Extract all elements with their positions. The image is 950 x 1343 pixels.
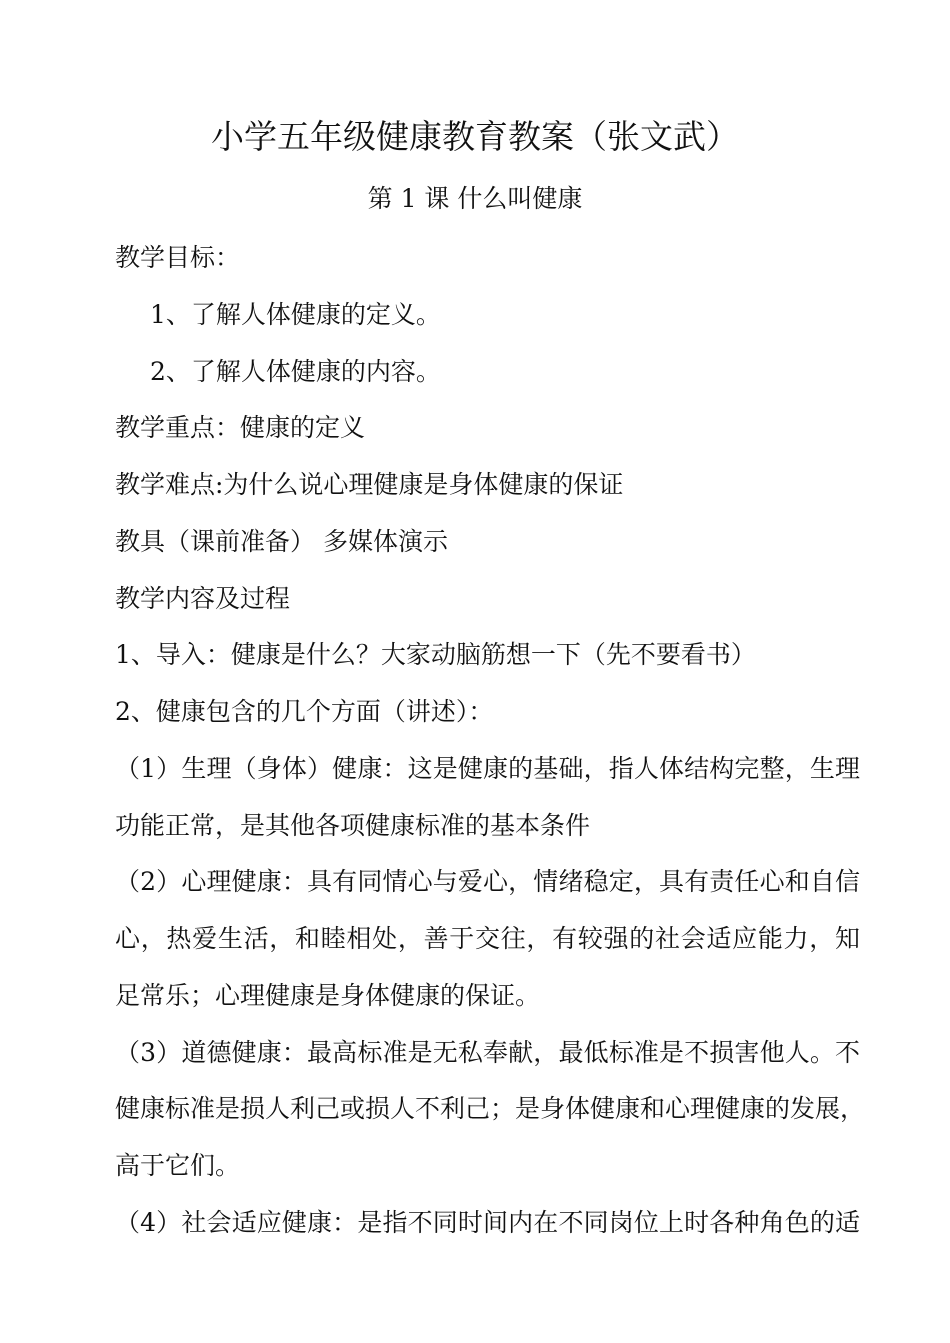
key-point: 教学重点：健康的定义 [115,413,366,442]
paragraph-line: （1）生理（身体）健康：这是健康的基础，指人体结构完整，生理 [115,754,860,783]
document-title: 小学五年级健康教育教案（张文武） [211,117,739,156]
lesson-title: 第 1 课 什么叫健康 [367,184,583,213]
paragraph-line: （4）社会适应健康：是指不同时间内在不同岗位上时各种角色的适 [115,1208,860,1237]
paragraph-line: 足常乐；心理健康是身体健康的保证。 [115,981,541,1010]
objective-item-1: 1、了解人体健康的定义。 [150,300,441,329]
step-2-heading: 2、健康包含的几个方面（讲述）： [115,697,494,726]
process-heading: 教学内容及过程 [115,584,291,613]
paragraph-line: （3）道德健康：最高标准是无私奉献，最低标准是不损害他人。不 [115,1038,860,1067]
paragraph-line: 心，热爱生活，和睦相处，善于交往，有较强的社会适应能力，知 [115,924,860,953]
teaching-aids: 教具（课前准备） 多媒体演示 [115,527,448,556]
objectives-heading: 教学目标： [115,243,241,272]
step-1-intro: 1、导入：健康是什么？大家动脑筋想一下（先不要看书） [115,640,756,669]
paragraph-line: 功能正常，是其他各项健康标准的基本条件 [115,811,591,840]
objective-item-2: 2、了解人体健康的内容。 [150,357,441,386]
paragraph-line: （2）心理健康：具有同情心与爱心，情绪稳定，具有责任心和自信 [115,867,860,896]
difficult-point: 教学难点:为什么说心理健康是身体健康的保证 [115,470,624,499]
paragraph-line: 健康标准是损人利己或损人不利己；是身体健康和心理健康的发展， [115,1094,866,1123]
paragraph-line: 高于它们。 [115,1151,241,1180]
